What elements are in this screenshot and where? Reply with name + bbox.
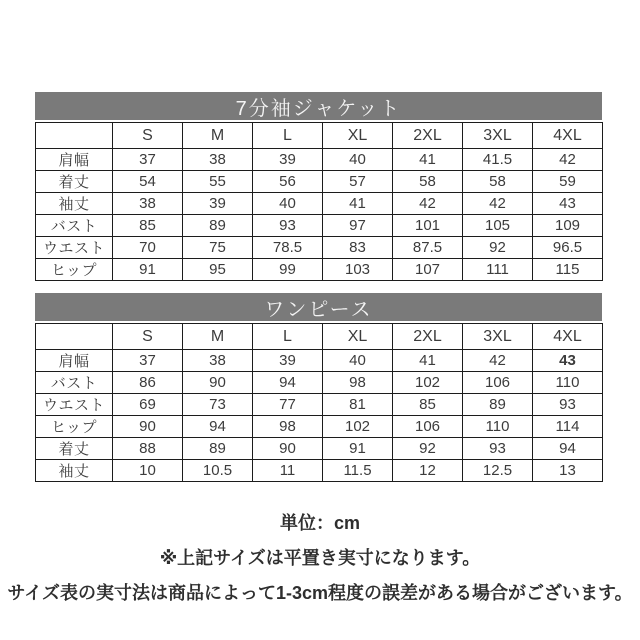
size-value: 42 bbox=[463, 350, 533, 372]
size-value: 91 bbox=[323, 438, 393, 460]
size-value: 106 bbox=[393, 416, 463, 438]
table-row bbox=[36, 171, 603, 193]
size-value: 12.5 bbox=[463, 460, 533, 482]
size-value: 75 bbox=[183, 237, 253, 259]
column-header-4xl: 4XL bbox=[533, 123, 603, 149]
size-value: 109 bbox=[533, 215, 603, 237]
size-value: 37 bbox=[113, 350, 183, 372]
size-value: 12 bbox=[393, 460, 463, 482]
unit-label: 単位：cm bbox=[279, 513, 360, 533]
size-value: 85 bbox=[393, 394, 463, 416]
size-value: 39 bbox=[253, 350, 323, 372]
size-value: 94 bbox=[183, 416, 253, 438]
table-row bbox=[36, 350, 603, 372]
row-label: 肩幅 bbox=[36, 149, 113, 171]
column-header-m: M bbox=[183, 123, 253, 149]
size-value: 42 bbox=[393, 193, 463, 215]
size-value: 38 bbox=[183, 350, 253, 372]
size-value: 89 bbox=[183, 215, 253, 237]
size-header-row bbox=[36, 324, 603, 350]
size-value: 81 bbox=[323, 394, 393, 416]
row-label: ヒップ bbox=[36, 259, 113, 281]
size-value: 102 bbox=[323, 416, 393, 438]
size-value: 99 bbox=[253, 259, 323, 281]
size-value: 41 bbox=[393, 149, 463, 171]
corner-cell bbox=[36, 123, 113, 149]
row-label: ヒップ bbox=[36, 416, 113, 438]
column-header-l: L bbox=[253, 324, 323, 350]
size-value: 59 bbox=[533, 171, 603, 193]
dress-size-table bbox=[35, 293, 602, 482]
row-label: ウエスト bbox=[36, 237, 113, 259]
table-row bbox=[36, 438, 603, 460]
size-value: 110 bbox=[533, 372, 603, 394]
size-value: 40 bbox=[323, 149, 393, 171]
table-row bbox=[36, 416, 603, 438]
jacket-size-table bbox=[35, 92, 602, 281]
size-value: 89 bbox=[183, 438, 253, 460]
size-value: 101 bbox=[393, 215, 463, 237]
size-value: 102 bbox=[393, 372, 463, 394]
size-value: 83 bbox=[323, 237, 393, 259]
table-row bbox=[36, 237, 603, 259]
row-label: 袖丈 bbox=[36, 460, 113, 482]
row-label: 袖丈 bbox=[36, 193, 113, 215]
size-value: 93 bbox=[253, 215, 323, 237]
size-value: 38 bbox=[113, 193, 183, 215]
table-row bbox=[36, 372, 603, 394]
size-value: 38 bbox=[183, 149, 253, 171]
column-header-s: S bbox=[113, 324, 183, 350]
size-value: 42 bbox=[463, 193, 533, 215]
column-header-xl: XL bbox=[323, 324, 393, 350]
size-value: 11 bbox=[253, 460, 323, 482]
size-value: 92 bbox=[393, 438, 463, 460]
table-row bbox=[36, 259, 603, 281]
size-value: 87.5 bbox=[393, 237, 463, 259]
size-value: 90 bbox=[113, 416, 183, 438]
size-value: 54 bbox=[113, 171, 183, 193]
size-value: 91 bbox=[113, 259, 183, 281]
row-label: 着丈 bbox=[36, 438, 113, 460]
row-label: バスト bbox=[36, 372, 113, 394]
size-value: 110 bbox=[463, 416, 533, 438]
size-value: 10.5 bbox=[183, 460, 253, 482]
size-value: 42 bbox=[533, 149, 603, 171]
size-value: 10 bbox=[113, 460, 183, 482]
size-value: 94 bbox=[253, 372, 323, 394]
size-value: 85 bbox=[113, 215, 183, 237]
table-row bbox=[36, 460, 603, 482]
size-value: 70 bbox=[113, 237, 183, 259]
column-header-2xl: 2XL bbox=[393, 324, 463, 350]
size-value: 77 bbox=[253, 394, 323, 416]
size-value: 103 bbox=[323, 259, 393, 281]
table-row bbox=[36, 394, 603, 416]
size-value: 41 bbox=[323, 193, 393, 215]
size-value: 43 bbox=[533, 193, 603, 215]
table-row bbox=[36, 193, 603, 215]
size-value: 43 bbox=[533, 350, 603, 372]
column-header-m: M bbox=[183, 324, 253, 350]
table-row bbox=[36, 149, 603, 171]
size-value: 37 bbox=[113, 149, 183, 171]
column-header-4xl: 4XL bbox=[533, 324, 603, 350]
size-value: 13 bbox=[533, 460, 603, 482]
size-value: 86 bbox=[113, 372, 183, 394]
jacket-table-title: 7分袖ジャケット bbox=[35, 92, 602, 120]
column-header-3xl: 3XL bbox=[463, 324, 533, 350]
column-header-s: S bbox=[113, 123, 183, 149]
footer-notes bbox=[0, 509, 640, 605]
size-value: 39 bbox=[183, 193, 253, 215]
size-value: 107 bbox=[393, 259, 463, 281]
size-value: 41.5 bbox=[463, 149, 533, 171]
dress-table-title: ワンピース bbox=[35, 293, 602, 321]
table-row bbox=[36, 215, 603, 237]
size-value: 106 bbox=[463, 372, 533, 394]
column-header-xl: XL bbox=[323, 123, 393, 149]
size-value: 11.5 bbox=[323, 460, 393, 482]
size-value: 90 bbox=[183, 372, 253, 394]
column-header-2xl: 2XL bbox=[393, 123, 463, 149]
column-header-l: L bbox=[253, 123, 323, 149]
jacket-size-grid bbox=[35, 122, 603, 281]
size-value: 105 bbox=[463, 215, 533, 237]
measurement-note: ※上記サイズは平置き実寸になります。 bbox=[159, 548, 481, 568]
size-value: 98 bbox=[323, 372, 393, 394]
size-value: 58 bbox=[393, 171, 463, 193]
size-value: 39 bbox=[253, 149, 323, 171]
size-value: 57 bbox=[323, 171, 393, 193]
row-label: ウエスト bbox=[36, 394, 113, 416]
size-value: 90 bbox=[253, 438, 323, 460]
size-value: 93 bbox=[533, 394, 603, 416]
tolerance-note: サイズ表の実寸法は商品によって1-3cm程度の誤差がある場合がございます。 bbox=[7, 583, 633, 603]
size-value: 55 bbox=[183, 171, 253, 193]
size-value: 40 bbox=[323, 350, 393, 372]
row-label: バスト bbox=[36, 215, 113, 237]
size-value: 78.5 bbox=[253, 237, 323, 259]
size-value: 94 bbox=[533, 438, 603, 460]
corner-cell bbox=[36, 324, 113, 350]
size-value: 56 bbox=[253, 171, 323, 193]
size-value: 97 bbox=[323, 215, 393, 237]
size-header-row bbox=[36, 123, 603, 149]
size-value: 69 bbox=[113, 394, 183, 416]
size-value: 93 bbox=[463, 438, 533, 460]
size-value: 40 bbox=[253, 193, 323, 215]
size-value: 92 bbox=[463, 237, 533, 259]
size-value: 114 bbox=[533, 416, 603, 438]
dress-size-grid bbox=[35, 323, 603, 482]
row-label: 肩幅 bbox=[36, 350, 113, 372]
size-value: 111 bbox=[463, 259, 533, 281]
row-label: 着丈 bbox=[36, 171, 113, 193]
size-value: 88 bbox=[113, 438, 183, 460]
size-value: 41 bbox=[393, 350, 463, 372]
size-value: 98 bbox=[253, 416, 323, 438]
size-value: 73 bbox=[183, 394, 253, 416]
size-value: 96.5 bbox=[533, 237, 603, 259]
size-value: 89 bbox=[463, 394, 533, 416]
size-value: 58 bbox=[463, 171, 533, 193]
size-value: 95 bbox=[183, 259, 253, 281]
column-header-3xl: 3XL bbox=[463, 123, 533, 149]
size-value: 115 bbox=[533, 259, 603, 281]
